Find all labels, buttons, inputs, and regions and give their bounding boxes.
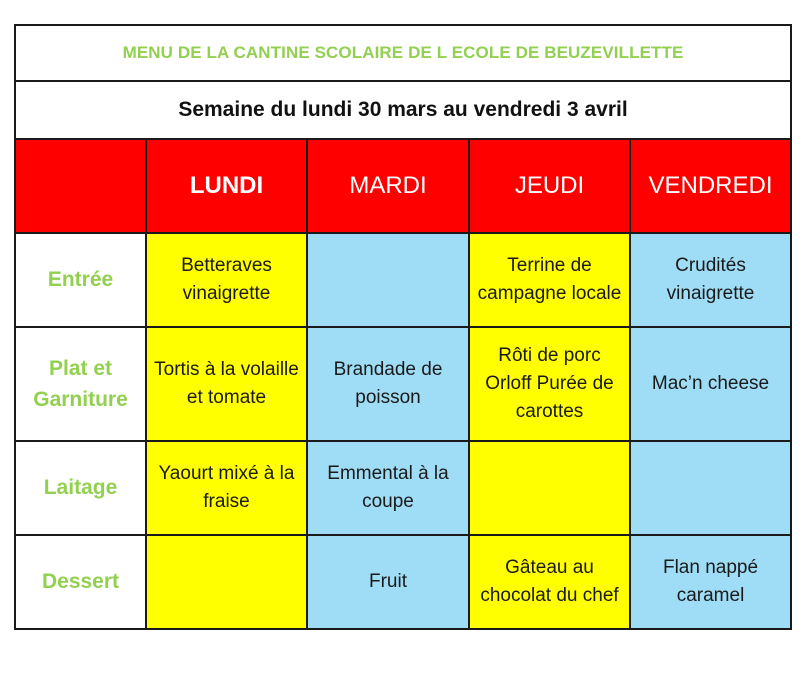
category-label: Dessert — [15, 535, 146, 629]
menu-cell: Yaourt mixé à la fraise — [146, 441, 307, 535]
week-label: Semaine du lundi 30 mars au vendredi 3 avril — [15, 81, 791, 139]
corner-cell — [15, 139, 146, 233]
menu-cell — [630, 441, 791, 535]
day-header-row — [15, 139, 791, 233]
menu-cell: Gâteau au chocolat du chef — [469, 535, 630, 629]
title-row — [15, 25, 791, 81]
menu-cell: Emmental à la coupe — [307, 441, 469, 535]
menu-cell: Fruit — [307, 535, 469, 629]
category-label: Laitage — [15, 441, 146, 535]
menu-cell: Terrine de campagne locale — [469, 233, 630, 327]
menu-cell: Brandade de poisson — [307, 327, 469, 441]
menu-cell: Flan nappé caramel — [630, 535, 791, 629]
menu-cell: Betteraves vinaigrette — [146, 233, 307, 327]
day-header-vendredi: VENDREDI — [630, 139, 791, 233]
menu-cell — [469, 441, 630, 535]
menu-table — [14, 24, 792, 630]
menu-cell — [307, 233, 469, 327]
week-row — [15, 81, 791, 139]
day-header-jeudi: JEUDI — [469, 139, 630, 233]
menu-cell: Mac’n cheese — [630, 327, 791, 441]
menu-cell: Tortis à la volaille et tomate — [146, 327, 307, 441]
category-label: Plat et Garniture — [15, 327, 146, 441]
row-entree — [15, 233, 791, 327]
row-plat — [15, 327, 791, 441]
menu-cell — [146, 535, 307, 629]
menu-title: MENU DE LA CANTINE SCOLAIRE DE L ECOLE DE BEUZEVILLETTE — [15, 25, 791, 81]
row-laitage — [15, 441, 791, 535]
category-label: Entrée — [15, 233, 146, 327]
day-header-lundi: LUNDI — [146, 139, 307, 233]
menu-cell: Crudités vinaigrette — [630, 233, 791, 327]
row-dessert — [15, 535, 791, 629]
menu-cell: Rôti de porc Orloff Purée de carottes — [469, 327, 630, 441]
day-header-mardi: MARDI — [307, 139, 469, 233]
